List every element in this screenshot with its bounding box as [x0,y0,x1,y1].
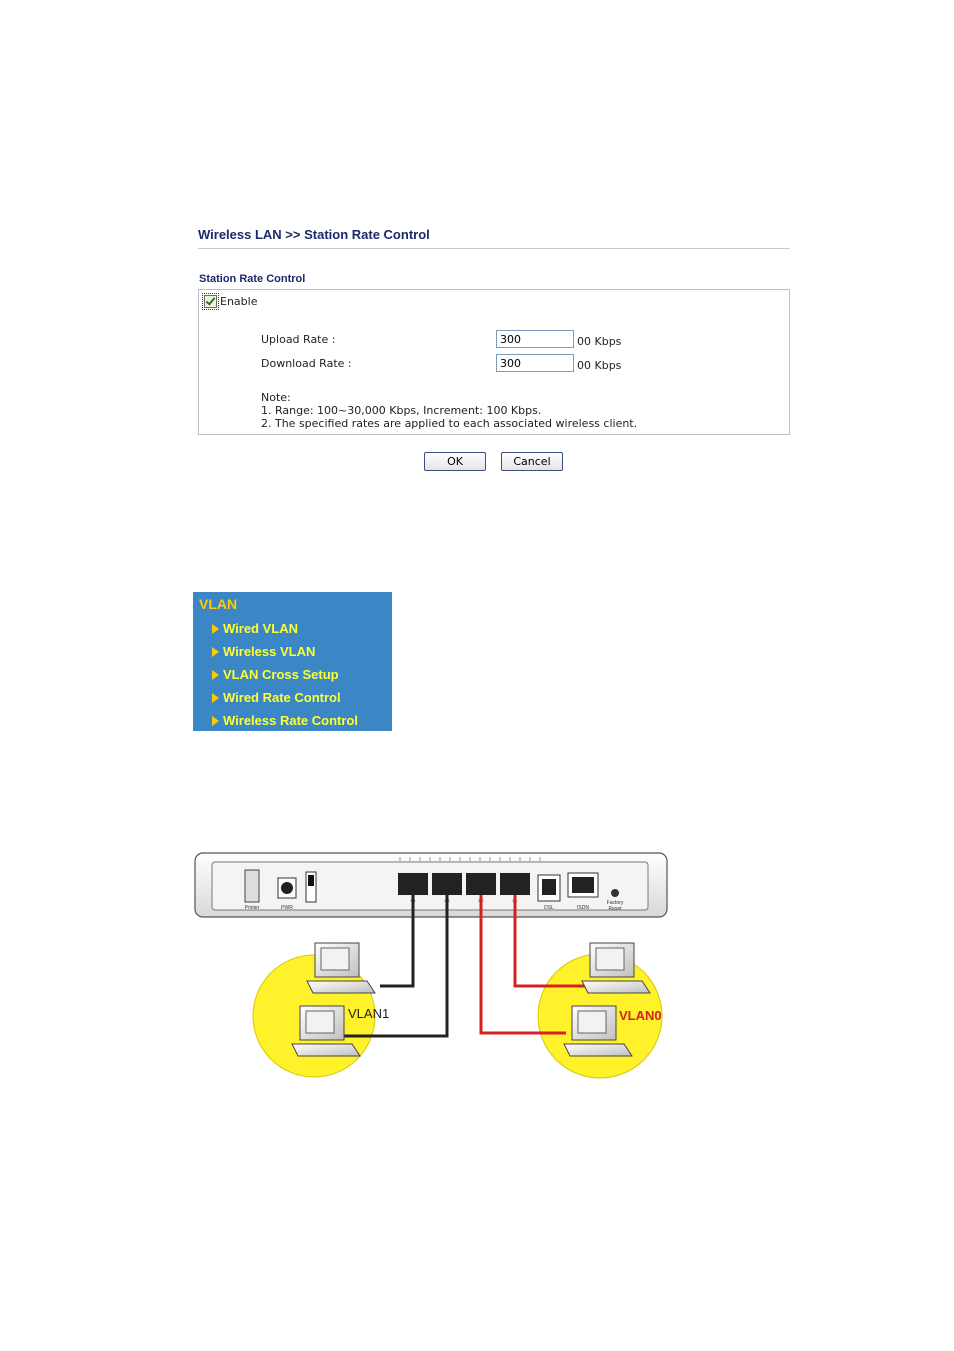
label-pwr: PWR [281,905,293,911]
label-printer: Printer [244,905,260,911]
menu-item-wired-vlan[interactable] [212,621,298,636]
label-dsl: DSL [544,905,554,911]
lan-port-p3 [432,873,462,895]
arrow-right-icon [212,716,219,726]
label-factory: Factory [606,900,624,906]
section-title: Station Rate Control [199,273,306,285]
menu-item-label[interactable]: Wired VLAN [223,621,298,636]
label-p2: P2 [478,898,484,903]
enable-checkbox[interactable] [204,295,217,308]
menu-item-wireless-vlan[interactable] [212,644,315,659]
menu-item-label[interactable]: VLAN Cross Setup [223,667,339,682]
note-line-1: 1. Range: 100~30,000 Kbps, Increment: 100 Kbps. [261,404,542,417]
menu-item-wired-rate-control[interactable] [212,690,341,705]
cancel-button[interactable]: Cancel [501,452,563,471]
vlan1-label: VLAN1 [348,1006,390,1021]
router [195,853,667,917]
label-p4: P4 [410,898,416,903]
label-p1: P1 [512,898,518,903]
download-rate-input[interactable] [496,354,574,372]
pc-icon [307,943,375,993]
vlan-menu-title[interactable]: VLAN [199,596,238,612]
menu-item-label[interactable]: Wireless VLAN [223,644,316,659]
vlan0-label: VLAN0 [619,1008,662,1023]
vlan-menu [193,592,392,731]
ok-button[interactable]: OK [424,452,486,471]
enable-row[interactable] [204,295,257,308]
menu-item-vlan-cross-setup[interactable] [212,667,339,682]
arrow-right-icon [212,670,219,680]
download-rate-unit: 00 Kbps [577,359,622,372]
label-isdn: ISDN [577,905,589,911]
menu-item-label[interactable]: Wired Rate Control [223,690,341,705]
label-p3: P3 [444,898,450,903]
vlan-diagram [190,848,672,1084]
menu-item-label[interactable]: Wireless Rate Control [223,713,358,728]
lan-port-p2 [466,873,496,895]
page-title: Wireless LAN >> Station Rate Control [198,227,430,242]
printer-port [245,870,259,902]
upload-rate-input[interactable] [496,330,574,348]
note-title: Note: [261,391,291,404]
station-rate-panel [198,289,790,435]
note-line-2: 2. The specified rates are applied to each associated wireless client. [261,417,638,430]
arrow-right-icon [212,693,219,703]
enable-label[interactable]: Enable [220,295,258,308]
label-reset: Reset [608,906,622,912]
arrow-right-icon [212,624,219,634]
menu-item-wireless-rate-control[interactable] [212,713,358,728]
factory-reset-button [611,889,619,897]
lan-port-p1 [500,873,530,895]
upload-rate-label: Upload Rate : [261,333,336,346]
lan-port-p4 [398,873,428,895]
upload-rate-unit: 00 Kbps [577,335,622,348]
arrow-right-icon [212,647,219,657]
title-divider [198,248,790,249]
download-rate-label: Download Rate : [261,357,352,370]
